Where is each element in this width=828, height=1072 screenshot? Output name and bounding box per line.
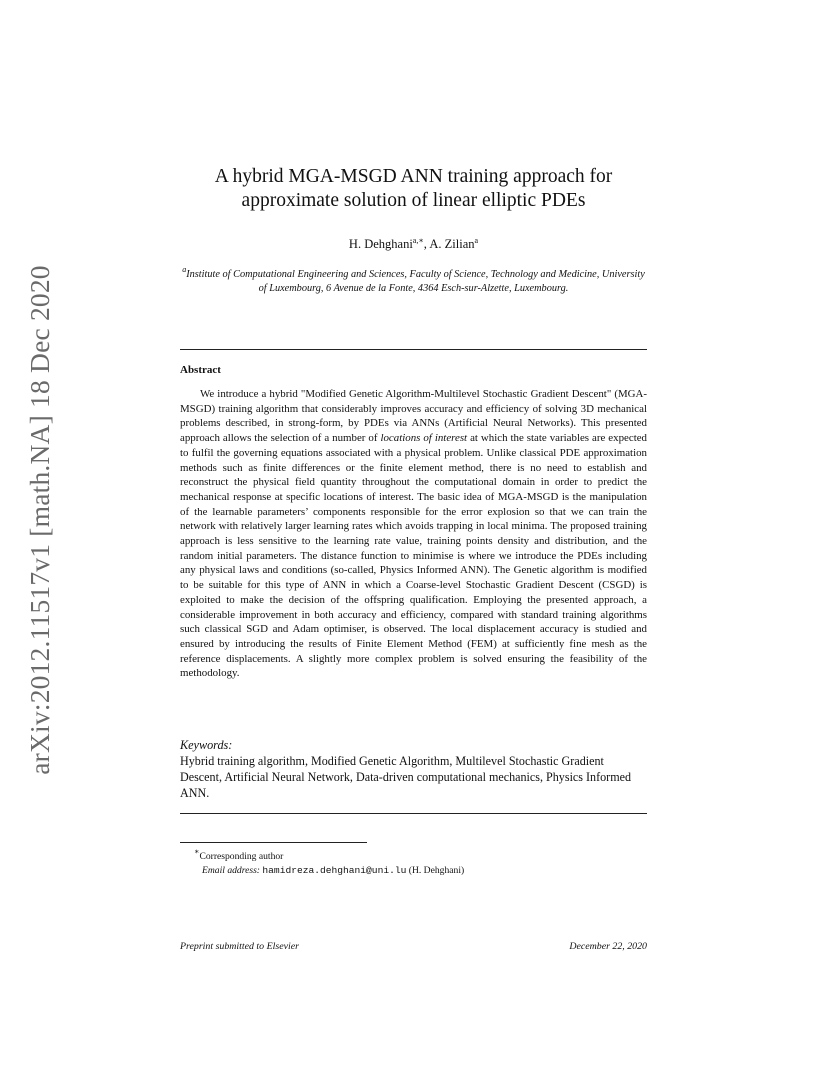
preprint-note: Preprint submitted to Elsevier (180, 941, 299, 952)
footer-date: December 22, 2020 (569, 941, 647, 952)
abstract-text (180, 387, 647, 681)
email-owner: (H. Dehghani) (408, 864, 465, 876)
title-line-1: A hybrid MGA-MSGD ANN training approach for (214, 166, 613, 187)
keywords-text: Hybrid training algorithm, Modified Genetic Algorithm, Multilevel Stochastic Gradient Descent, Artificial Neural Network, Data-driven computational mechanics, Physics Informed ANN. (180, 754, 632, 800)
keywords-bottom-rule (180, 813, 647, 814)
email-address-link[interactable]: hamidreza.dehghani@uni.lu (262, 864, 407, 876)
abstract-text-part-2: at which the state variables are expected to fulfil the governing equations associated with a physical problem. Unlike classical PDE approximation methods such as finite differences or the finite element method, there is no need to establish and reconstruct the physical field quantity throughout the computational domain in order to predict the mechanical response at specific locations of interest. The basic idea of MGA-MSGD is the manipulation of the learnable parameters’ components responsible for the error explosion so that we can train the network with relatively larger learning rates which avoids trapping in local minima. The proposed training approach is less sensitive to the learning rate value, training points density and distribution, and the random initial parameters. The distance function to minimise is where we introduce the PDEs including any physical laws and conditions (so-called, Physics Informed ANN). The Genetic algorithm is modified to be suitable for this type of ANN in which a Coarse-level Stochastic Gradient Descent (CSGD) is exploited to make the decision of the offspring qualification. Employing the presented approach, a considerable improvement in both accuracy and efficiency, compared with standard training algorithms such classical SGD and Adam optimiser, is observed. The local displacement accuracy is studied and ensured by introducing the results of Finite Element Method (FEM) at sufficiently fine mesh as the reference displacements. A slightly more complex problem is solved ensuring the feasibility of the methodology. (180, 432, 647, 680)
title-line-2: approximate solution of linear elliptic PDEs (241, 190, 586, 211)
footnote-corresponding (180, 845, 647, 864)
keywords-heading: Keywords: (180, 738, 233, 752)
footnote-email-line (180, 864, 647, 878)
corresponding-author-label: Corresponding author (199, 851, 284, 862)
email-label: Email address: (202, 864, 261, 876)
footnote-rule (180, 842, 367, 843)
paper-title (180, 165, 647, 213)
footnote-mark: ∗ (194, 847, 200, 856)
abstract-emphasis: locations of interest (380, 432, 468, 445)
affiliation (180, 263, 647, 295)
affiliation-mark: a (182, 265, 187, 274)
author-separator: , (423, 237, 430, 251)
abstract-text-part-1: We introduce a hybrid "Modified Genetic Algorithm-Multilevel Stochastic Gradient Descent" (MGA-MSGD) training algorithm that considerably improves accuracy and efficiency of solving 3D mechanical problems described, in strong-form, by PDEs via ANNs (Artificial Neural Networks). This presented approach allows the selection of a number of (180, 388, 647, 445)
abstract-top-rule (180, 349, 647, 350)
affiliation-text: Institute of Computational Engineering and Sciences, Faculty of Science, Technology and Medicine, University of Luxembourg, 6 Avenue de la Fonte, 4364 Esch-sur-Alzette, Luxembourg. (186, 269, 645, 294)
abstract-heading: Abstract (180, 364, 221, 376)
author-name: H. Dehghani (348, 237, 413, 251)
arxiv-identifier-stamp: arXiv:2012.11517v1 [math.NA] 18 Dec 2020 (24, 265, 55, 775)
author-list (180, 236, 647, 252)
author-affiliation-mark: a,∗ (412, 236, 424, 245)
footnote (180, 845, 647, 877)
author-name: A. Zilian (429, 237, 475, 251)
author-affiliation-mark: a (474, 236, 479, 245)
